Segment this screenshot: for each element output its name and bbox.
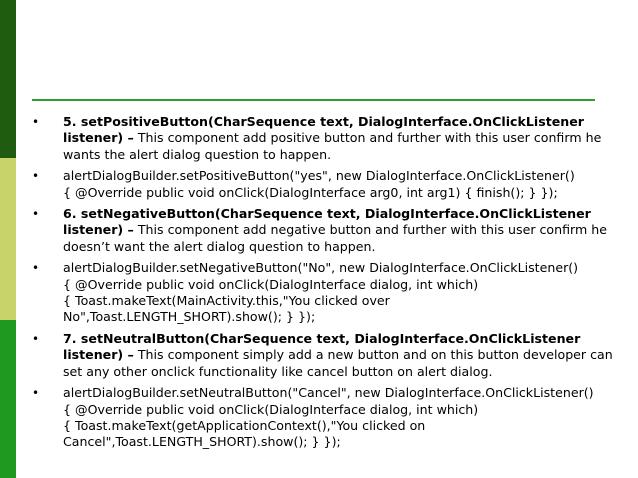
bullet-heading: 7. setNeutralButton(CharSequence text, DialogInterface.OnClickListener listener) –	[63, 330, 581, 363]
bullet-item-positive-button	[30, 114, 620, 163]
bullet-icon: •	[32, 169, 40, 184]
code-line: No",Toast.LENGTH_SHORT).show(); } });	[63, 309, 316, 325]
slide-content	[30, 114, 620, 456]
bullet-item-neutral-button	[30, 331, 620, 380]
bullet-item-positive-code	[30, 168, 620, 201]
sidebar-stripe-middle	[0, 158, 16, 320]
bullet-icon: •	[32, 207, 40, 222]
code-line: alertDialogBuilder.setNeutralButton("Cancel", new DialogInterface.OnClickListener()	[63, 385, 594, 401]
sidebar-stripe-bottom	[0, 320, 16, 478]
code-line: { Toast.makeText(getApplicationContext(),"You clicked on	[63, 417, 426, 433]
bullet-icon: •	[32, 331, 40, 346]
bullet-heading: 6. setNegativeButton(CharSequence text, DialogInterface.OnClickListener listener) –	[63, 206, 591, 238]
bullet-item-negative-button	[30, 206, 620, 255]
code-line: alertDialogBuilder.setNegativeButton("No", new DialogInterface.OnClickListener()	[63, 260, 579, 276]
bullet-icon: •	[32, 386, 40, 401]
code-line: { @Override public void onClick(DialogInterface arg0, int arg1) { finish(); } });	[63, 184, 558, 200]
code-line: { @Override public void onClick(DialogInterface dialog, int which)	[63, 276, 479, 292]
bullet-icon: •	[32, 115, 40, 129]
bullet-item-neutral-code	[30, 385, 620, 451]
bullet-icon: •	[32, 261, 40, 276]
bullet-item-negative-code	[30, 260, 620, 326]
sidebar-stripe-top	[0, 0, 16, 158]
title-divider	[32, 99, 595, 101]
code-line: alertDialogBuilder.setPositiveButton("yes", new DialogInterface.OnClickListener()	[63, 168, 575, 184]
bullet-body: This component simply add a new button and on this button developer can set any other onclick functionality like cancel button on alert dialog.	[63, 347, 613, 379]
code-line: { @Override public void onClick(DialogInterface dialog, int which)	[63, 401, 479, 417]
code-line: Cancel",Toast.LENGTH_SHORT).show(); } });	[63, 434, 341, 450]
bullet-body: This component add positive button and further with this user confirm he wants the alert dialog question to happen.	[63, 130, 602, 162]
bullet-body: This component add negative button and further with this user confirm he doesn’t want the alert dialog question to happen.	[63, 222, 607, 254]
bullet-heading: 5. setPositiveButton(CharSequence text, DialogInterface.OnClickListener listener) –	[63, 114, 584, 146]
code-line: { Toast.makeText(MainActivity.this,"You clicked over	[63, 293, 390, 309]
